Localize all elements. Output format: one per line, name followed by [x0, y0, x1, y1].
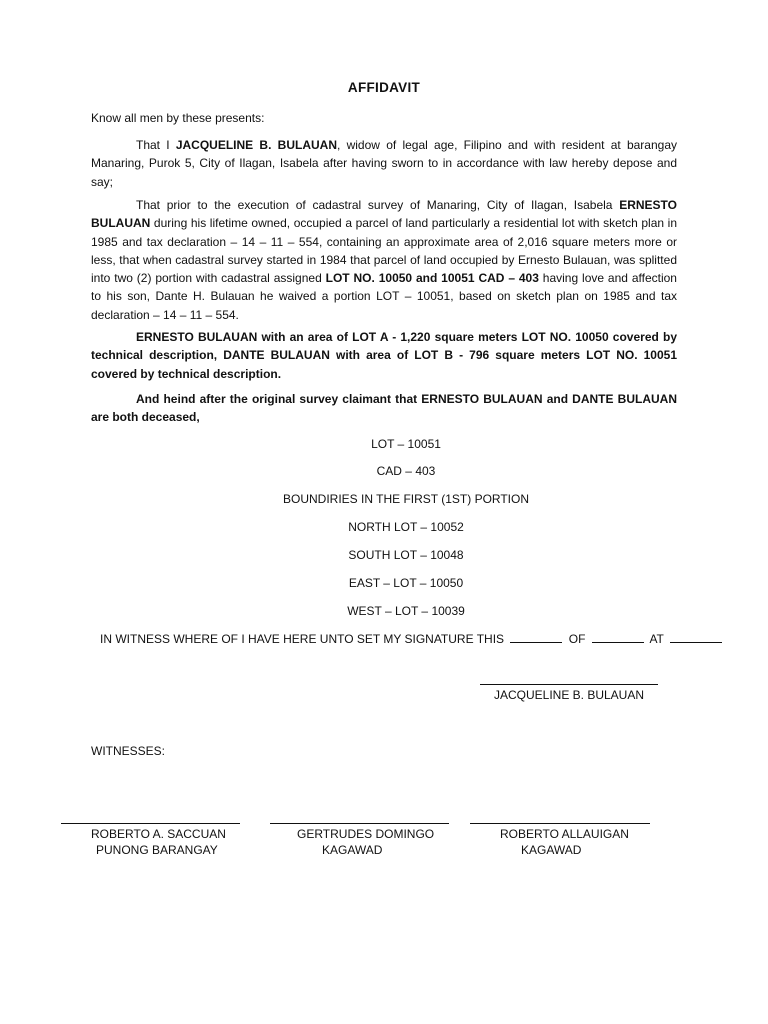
witness-title: PUNONG BARANGAY [96, 843, 218, 857]
boundary-south: SOUTH LOT – 10048 [348, 548, 464, 562]
paragraph-text-bold: ERNESTO BULAUAN with an area of LOT A - 1,220 square meters LOT NO. 10050 covered by technical description, DANTE BULAUAN with area of LOT B - 796 square meters LOT NO. 10051 covered by technical description. [91, 330, 677, 381]
witness-name: ROBERTO A. SACCUAN [91, 827, 226, 841]
paragraph-text: having love and affection to his son, Dante H. Bulauan he waived a portion LOT – 10051, based on sketch plan on 1985 and tax declaration – 14 – 11 – 554. [91, 271, 677, 322]
witness-clause-text: IN WITNESS WHERE OF I HAVE HERE UNTO SET MY SIGNATURE THIS [100, 632, 505, 646]
place-blank-field[interactable] [670, 632, 722, 643]
paragraph-text: , widow of legal age, Filipino and with resident at barangay Manaring, Purok 5, City of Ilagan, Isabela after having sworn to in accordance with law hereby depose and say; [91, 138, 677, 189]
lot-numbers-bold: LOT NO. 10050 and 10051 CAD – 403 [325, 271, 539, 286]
witness-title: KAGAWAD [521, 843, 582, 857]
affiant-signature-name: JACQUELINE B. BULAUAN [493, 688, 645, 702]
witnesses-label: WITNESSES: [91, 744, 166, 758]
paragraph-text: during his lifetime owned, occupied a parcel of land particularly a residential lot with sketch plan in 1985 and tax declaration – 14 – 11 – 554, containing an approximate area of 2,016 square meters more or less, that when cadastral survey started in 1984 that parcel of land occupied by Ernesto Bulauan, was splitted into two (2) portion with cadastral assigned [91, 216, 677, 286]
affiant-name-bold: JACQUELINE B. BULAUAN [175, 138, 338, 152]
paragraph-text: That I [136, 138, 176, 152]
boundaries-heading: BOUNDIRIES IN THE FIRST (1ST) PORTION [282, 492, 530, 506]
witness-signature-line [270, 823, 449, 824]
boundary-east: EAST – LOT – 10050 [348, 576, 464, 590]
paragraph-areas [91, 328, 677, 383]
document-title: AFFIDAVIT [347, 80, 421, 95]
paragraph-affiant [91, 136, 677, 191]
boundary-west: WEST – LOT – 10039 [347, 604, 465, 618]
witness-signature-line [470, 823, 650, 824]
paragraph-history [91, 196, 677, 324]
witness-signature-line [61, 823, 240, 824]
paragraph-text-bold: And heind after the original survey claimant that ERNESTO BULAUAN and DANTE BULAUAN are both deceased, [91, 392, 677, 425]
intro-line: Know all men by these presents: [91, 111, 265, 125]
lot-number: LOT – 10051 [371, 437, 441, 451]
witness-title: KAGAWAD [322, 843, 383, 857]
cad-number: CAD – 403 [376, 464, 436, 478]
witness-clause [100, 632, 725, 646]
witness-clause-at: AT [649, 632, 664, 646]
witness-clause-of: OF [568, 632, 586, 646]
paragraph-text: That prior to the execution of cadastral survey of Manaring, City of Ilagan, Isabela [136, 198, 620, 212]
witness-name: GERTRUDES DOMINGO [297, 827, 435, 841]
month-blank-field[interactable] [592, 632, 644, 643]
affiant-signature-line [480, 684, 658, 685]
owner-name-bold: ERNESTO BULAUAN [91, 198, 677, 231]
witness-name: ROBERTO ALLAUIGAN [500, 827, 629, 841]
paragraph-deceased [91, 390, 677, 427]
boundary-north: NORTH LOT – 10052 [348, 520, 464, 534]
date-blank-field[interactable] [510, 632, 562, 643]
